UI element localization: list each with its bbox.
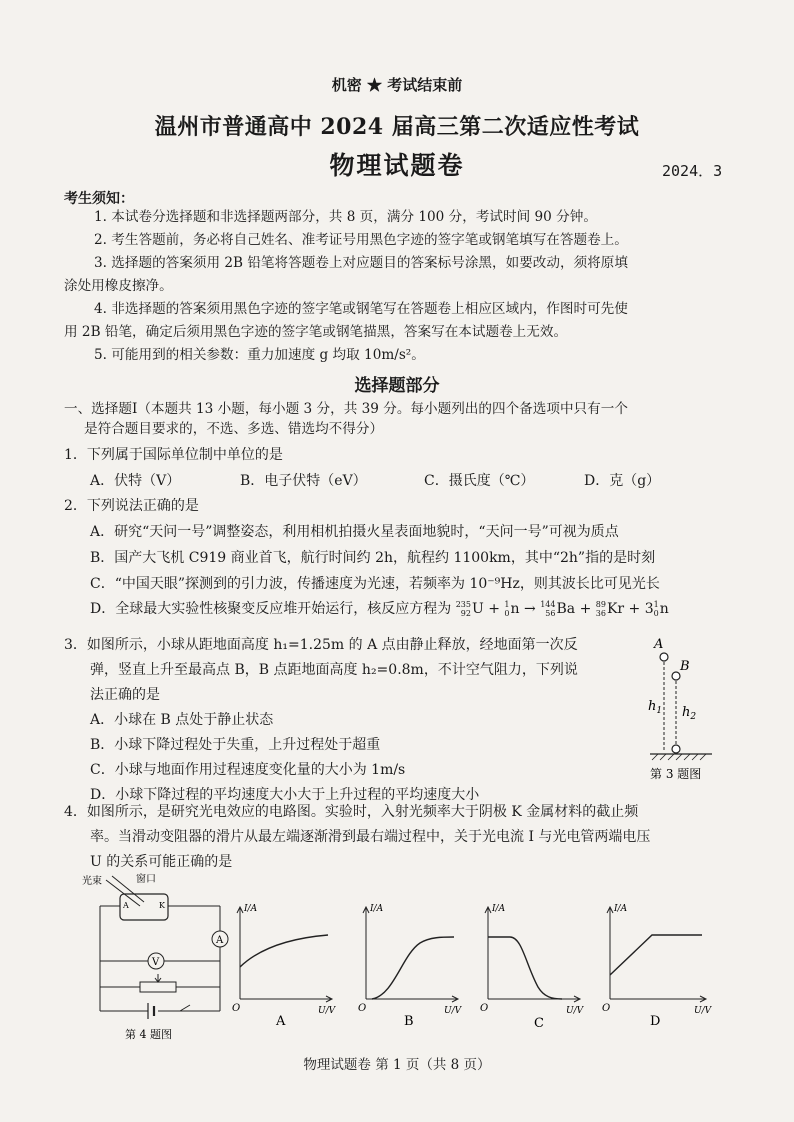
- graph-c-xlabel: U/V: [566, 1006, 584, 1016]
- exam-title: 温州市普通高中 2024 届高三第二次适应性考试: [154, 114, 640, 140]
- graph-b-y-axis: [363, 907, 369, 999]
- graph-c-y-axis: [485, 907, 491, 999]
- ball-at-ground: [672, 745, 680, 753]
- graph-b-xlabel: U/V: [444, 1006, 462, 1016]
- q3-option-b: B．小球下降过程处于失重，上升过程处于超重: [90, 737, 381, 753]
- graph-d-label: D: [650, 1014, 661, 1029]
- ba-nuclide-numbers: 144 56: [540, 600, 556, 618]
- notice-line-2: 2. 考生答题前，务必将自己姓名、准考证号用黑色字迹的签字笔或钢笔填写在答题卷上。: [94, 232, 628, 248]
- graph-a-x-axis: [240, 996, 332, 1002]
- q3-option-c: C．小球与地面作用过程速度变化量的大小为 1m/s: [90, 762, 406, 778]
- part1-instructions-1: 一、选择题Ⅰ（本题共 13 小题，每小题 3 分，共 39 分。每小题列出的四个备选项中只有一个: [64, 401, 628, 417]
- graph-c: [476, 895, 588, 1030]
- q3-option-a: A．小球在 B 点处于静止状态: [90, 712, 274, 728]
- kr-symbol: Kr: [606, 601, 625, 617]
- notice-line-3: 3. 选择题的答案须用 2B 铅笔将答题卷上对应题目的答案标号涂黑，如要改动，须将原填: [94, 255, 628, 271]
- neutron-coefficient: 3: [644, 601, 654, 617]
- graph-a-origin: O: [232, 1003, 241, 1014]
- notice-heading: 考生须知：: [64, 191, 134, 207]
- q4-figure-caption: 第 4 题图: [125, 1028, 172, 1041]
- graph-b-curve: [372, 937, 454, 999]
- h1-label: $h_1$: [648, 699, 663, 716]
- plus-sign: +: [488, 601, 500, 617]
- ba-symbol: Ba: [556, 601, 576, 617]
- graph-b-ylabel: I/A: [370, 904, 384, 914]
- graph-c-x-axis: [488, 996, 580, 1002]
- notice-line-1: 1. 本试卷分选择题和非选择题两部分，共 8 页，满分 100 分，考试时间 90 分钟。: [94, 209, 597, 225]
- graph-d-x-axis: [610, 996, 706, 1002]
- notice-line-5: 5. 可能用到的相关参数：重力加速度 g 均取 10m/s²。: [94, 347, 425, 363]
- graph-b: [354, 895, 466, 1030]
- q3-option-d: D．小球下降过程的平均速度大小大于上升过程的平均速度大小: [90, 787, 480, 803]
- q3-figure-caption: 第 3 题图: [650, 767, 702, 781]
- q1-option-a: A．伏特（V）: [90, 473, 181, 489]
- graph-a-ylabel: I/A: [244, 904, 258, 914]
- h2-label: $h_2$: [682, 705, 697, 722]
- graph-c-curve: [488, 937, 562, 999]
- graph-d-y-axis: [607, 907, 613, 999]
- q1-option-c: C．摄氏度（℃）: [424, 473, 535, 489]
- anode-label: A: [123, 901, 129, 910]
- graph-d-curve: [610, 935, 702, 975]
- window-label: 窗口: [136, 874, 156, 885]
- q1-stem: 1．下列属于国际单位制中单位的是: [64, 447, 283, 463]
- q4-circuit-diagram: [80, 866, 240, 1046]
- graph-c-ylabel: I/A: [492, 904, 506, 914]
- exam-date: 2024．3: [662, 162, 723, 180]
- u-nuclide-numbers: 235 92: [455, 600, 471, 618]
- graph-c-label: C: [534, 1016, 544, 1030]
- q2-option-d: [90, 598, 669, 618]
- voltmeter-label: V: [152, 957, 160, 968]
- cathode-label: K: [159, 901, 165, 910]
- light-beam-label: 光束: [82, 876, 102, 887]
- section-title: 选择题部分: [354, 376, 440, 396]
- ball-at-b: [672, 672, 680, 680]
- graph-d-origin: O: [602, 1003, 611, 1014]
- ball-at-a: [660, 653, 668, 661]
- point-a-label: A: [654, 637, 664, 652]
- graph-a: [228, 895, 340, 1030]
- q4-stem-3: U 的关系可能正确的是: [90, 854, 233, 870]
- graph-d-xlabel: U/V: [694, 1006, 712, 1016]
- kr-nuclide-numbers: 89 36: [595, 600, 606, 618]
- point-b-label: B: [680, 659, 690, 674]
- q2-stem: 2．下列说法正确的是: [64, 498, 199, 514]
- confidential-label: 机密 ★ 考试结束前: [331, 76, 463, 94]
- q2-option-b: B．国产大飞机 C919 商业首飞，航行时间约 2h，航程约 1100km，其中“2h”指的是时刻: [90, 550, 656, 566]
- u-symbol: U: [471, 601, 484, 617]
- ground-hatch: [652, 754, 706, 760]
- n-symbol: n: [510, 601, 520, 617]
- ammeter-label: A: [216, 935, 224, 946]
- n-nuclide-numbers: 1 0: [504, 600, 510, 618]
- n2-nuclide-numbers: 1 0: [653, 600, 659, 618]
- graph-a-curve: [240, 935, 328, 967]
- page-footer: 物理试题卷 第 1 页（共 8 页）: [303, 1057, 491, 1073]
- q3-stem-2: 弹，竖直上升至最高点 B，B 点距地面高度 h₂=0.8m，不计空气阻力，下列说: [90, 662, 578, 678]
- notice-line-4: 4. 非选择题的答案须用黑色字迹的签字笔或钢笔写在答题卷上相应区域内，作图时可先使: [94, 301, 628, 317]
- graph-b-label: B: [404, 1014, 414, 1029]
- graph-a-xlabel: U/V: [318, 1006, 336, 1016]
- notice-line-4-cont: 用 2B 铅笔，确定后须用黑色字迹的签字笔或钢笔描黑，答案写在本试题卷上无效。: [64, 324, 568, 340]
- part1-instructions-2: 是符合题目要求的，不选、多选、错选均不得分）: [84, 421, 384, 437]
- q4-stem-1: 4．如图所示，是研究光电效应的电路图。实验时，入射光频率大于阴极 K 金属材料的截止频: [64, 804, 639, 820]
- q3-stem-1: 3．如图所示，小球从距地面高度 h₁=1.25m 的 A 点由静止释放，经地面第一次反: [64, 637, 578, 653]
- graph-d: [598, 895, 718, 1030]
- q2-option-a: A．研究“天问一号”调整姿态，利用相机拍摄火星表面地貌时，“天问一号”可视为质点: [90, 524, 619, 540]
- q1-option-d: D．克（g）: [584, 473, 661, 489]
- q3-stem-3: 法正确的是: [90, 687, 160, 703]
- graph-a-label: A: [276, 1014, 286, 1029]
- reaction-arrow: →: [524, 601, 536, 617]
- q1-option-b: B．电子伏特（eV）: [240, 473, 367, 489]
- q4-stem-2: 率。当滑动变阻器的滑片从最左端逐渐滑到最右端过程中，关于光电流 I 与光电管两端电压: [90, 829, 651, 845]
- notice-line-3-cont: 涂处用橡皮擦净。: [64, 278, 173, 294]
- switch: [180, 1005, 190, 1011]
- graph-b-origin: O: [358, 1003, 367, 1014]
- graph-b-x-axis: [366, 996, 458, 1002]
- paper-subtitle: 物理试题卷: [329, 151, 465, 180]
- rheostat-slider: [155, 974, 161, 982]
- q2-option-d-text: D．全球最大实验性核聚变反应堆开始运行，核反应方程为: [90, 601, 452, 617]
- nuclear-equation: 235 92U + 1 0n → 144 56Ba + 89 36Kr + 31 0n: [455, 600, 669, 618]
- graph-a-y-axis: [237, 907, 243, 999]
- graph-c-origin: O: [480, 1003, 489, 1014]
- q2-option-c: C．“中国天眼”探测到的引力波，传播速度为光速，若频率为 10⁻⁹Hz，则其波长比可见光长: [90, 576, 660, 592]
- q3-figure: [640, 632, 730, 812]
- rheostat: [140, 982, 176, 992]
- graph-d-ylabel: I/A: [614, 904, 628, 914]
